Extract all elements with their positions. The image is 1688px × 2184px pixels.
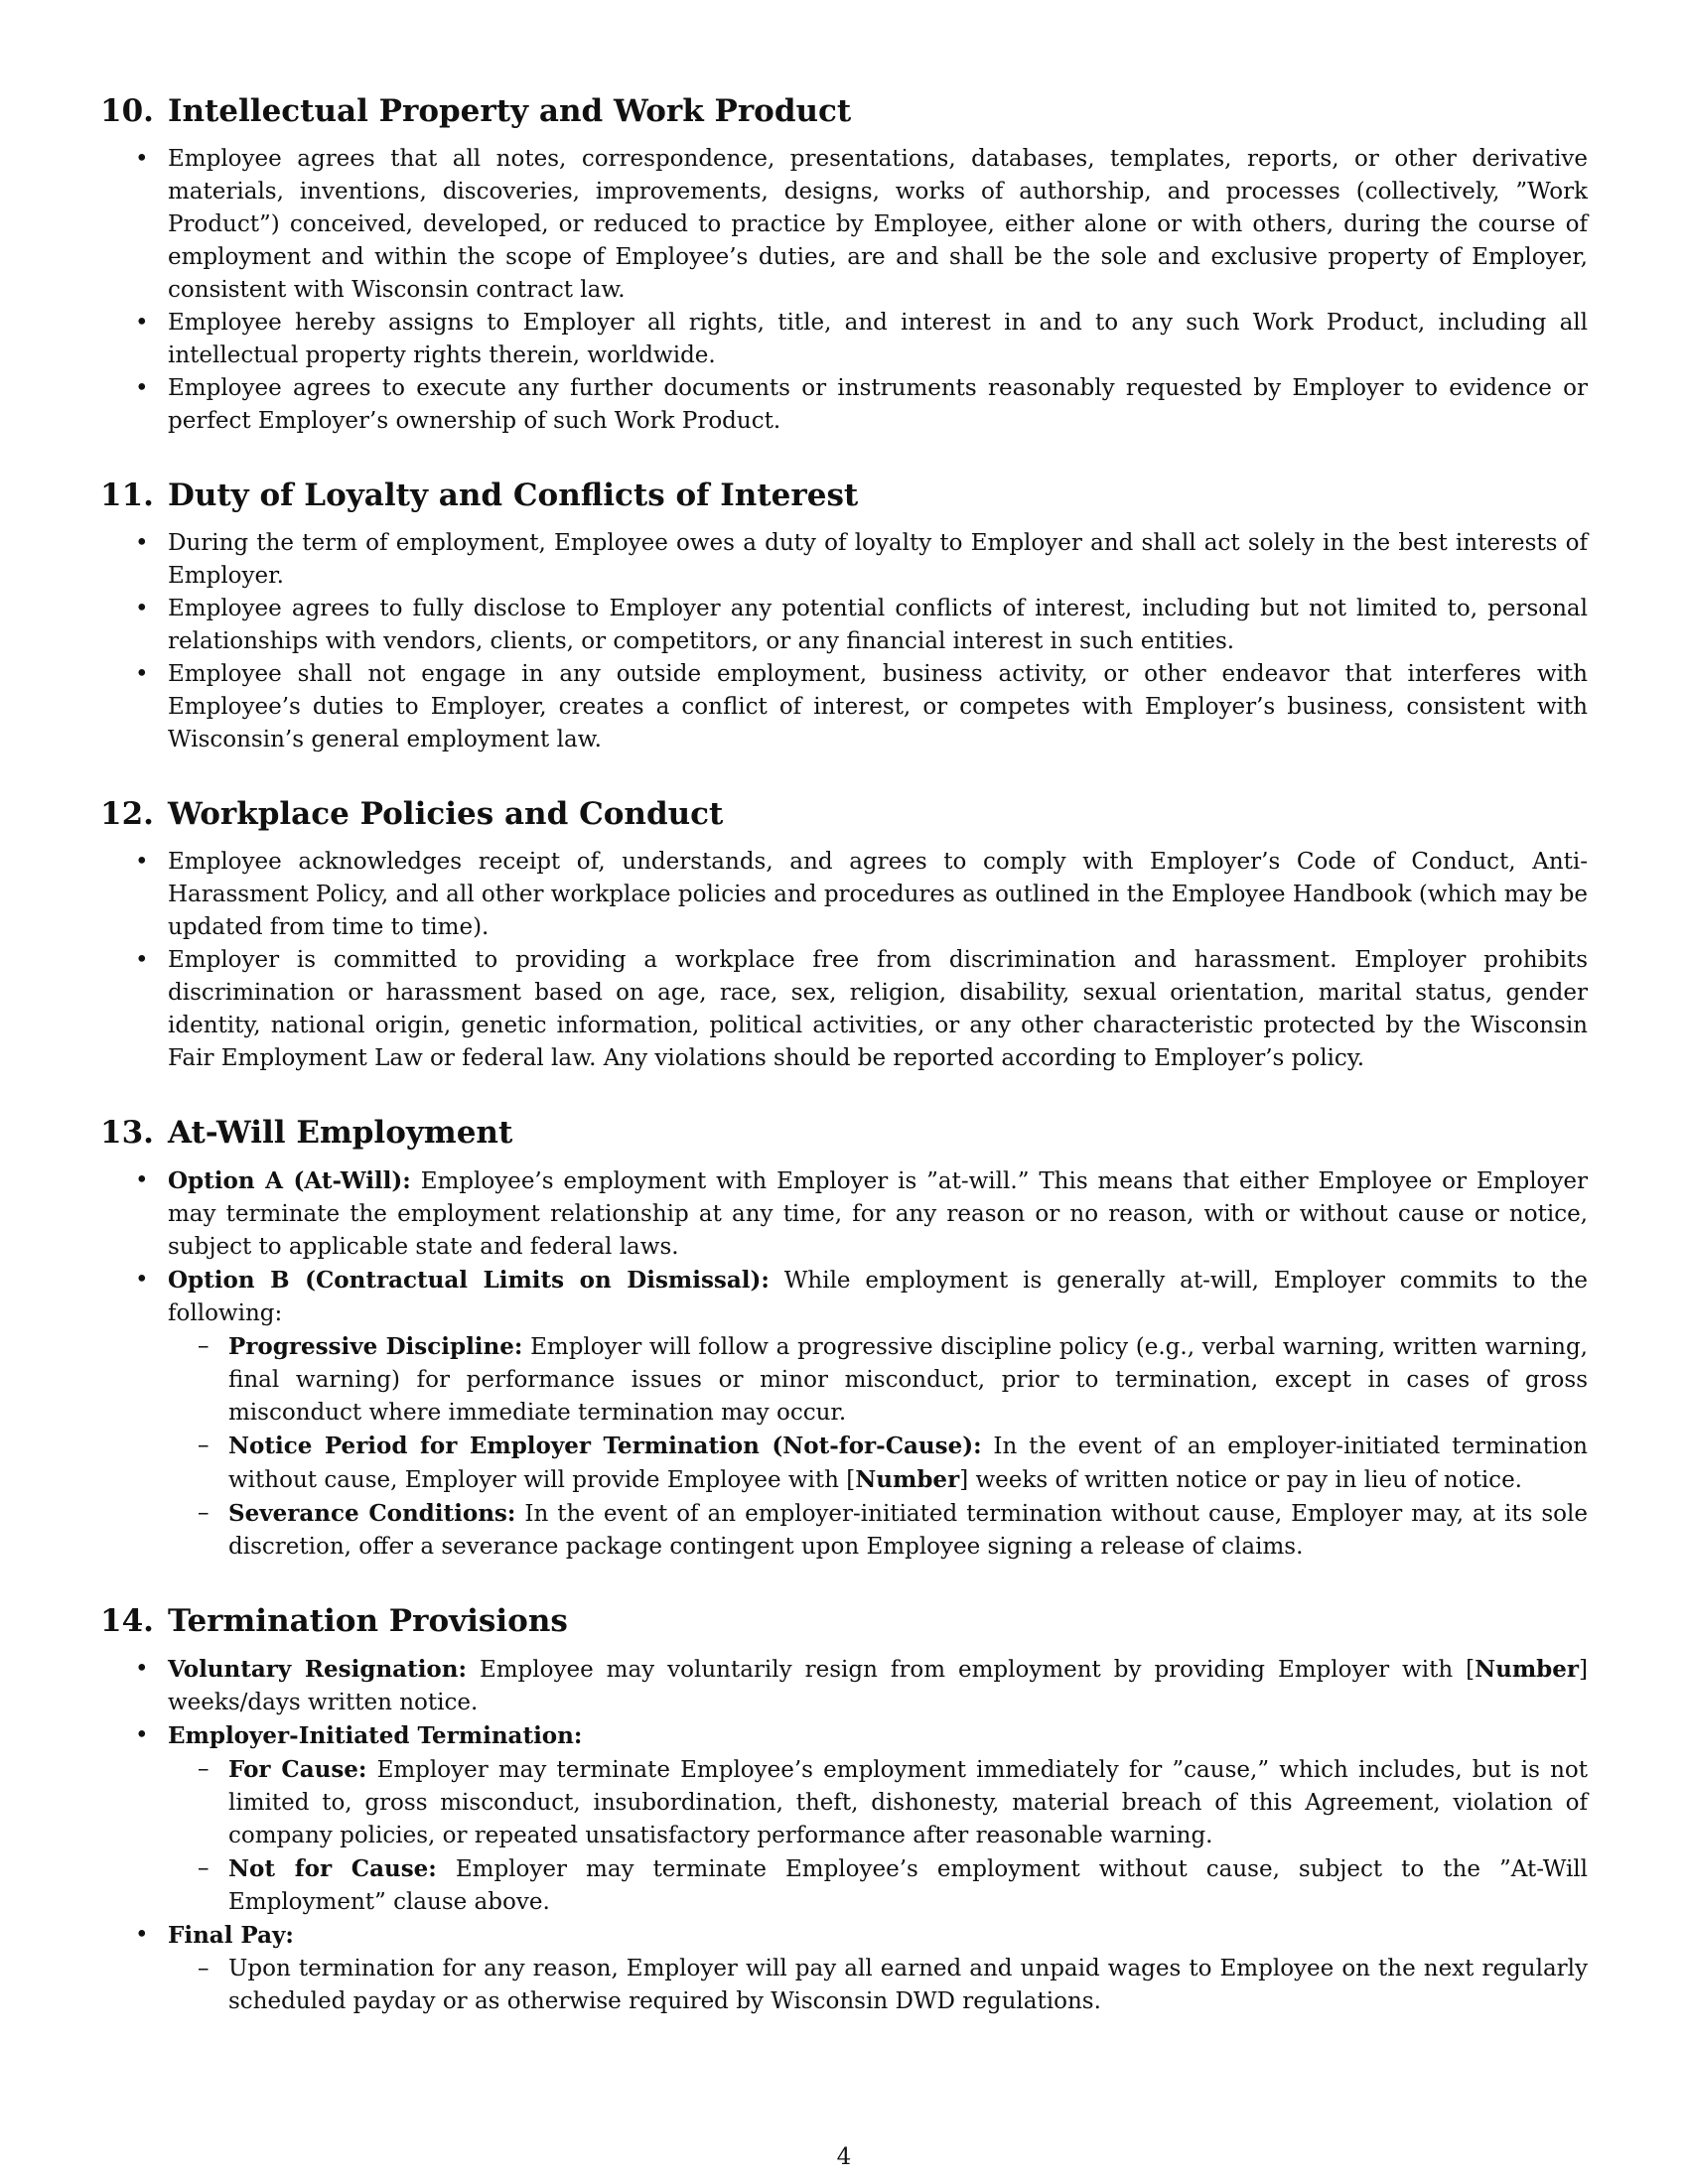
sub-list-item (168, 1330, 1588, 1430)
list-item (100, 846, 1588, 944)
list-item (100, 1719, 1588, 1919)
item-text: Employee shall not engage in any outside employment, business activity, or other endeavor that interferes with Employee’s duties to Employer, creates a conflict of interest, or competes with Employer’s business, consistent with Wisconsin’s general employment law. (168, 661, 1588, 752)
bullet-icon: • (135, 661, 149, 687)
dash-bullet-icon: – (198, 1756, 210, 1782)
section-13 (100, 1113, 1588, 1564)
sub-item-text: In the event of an employer-initiated termination without cause, Employer may, at its sole discretion, offer a severance package contingent upon Employee signing a release of claims. (228, 1501, 1589, 1560)
section-heading (100, 794, 1588, 834)
dash-bullet-icon: – (198, 1433, 210, 1458)
section-title: Intellectual Property and Work Product (167, 93, 852, 129)
bullet-icon: • (135, 1922, 149, 1948)
item-lead: Option A (At-Will): (168, 1167, 411, 1194)
item-text: Employer is committed to providing a workplace free from discrimination and harassment. Employer prohibits discrimination or harassment based on age, race, sex, religion, disability, sexual orientation, marital status, gender identity, national origin, genetic information, political activities, or any other characteristic protected by the Wisconsin Fair Employment Law or federal law. Any violations should be reported according to Employer’s policy. (168, 947, 1588, 1071)
bullet-icon: • (135, 849, 149, 875)
bullet-icon: • (135, 1267, 149, 1293)
page-number: 4 (836, 2144, 852, 2170)
item-text: Employee may voluntarily resign from employment by providing Employer with [Number] weeks/days written notice. (168, 1656, 1588, 1715)
section-title: At-Will Employment (167, 1115, 513, 1151)
section-10 (100, 91, 1588, 438)
dash-bullet-icon: – (198, 1333, 210, 1359)
sub-item-text: Employer may terminate Employee’s employment immediately for ”cause,” which includes, but is not limited to, gross misconduct, insubordination, theft, dishonesty, material breach of this Agreement, violation of company policies, or repeated unsatisfactory performance after reasonable warning. (228, 1757, 1588, 1848)
list-item (100, 307, 1588, 372)
sub-item-lead: Progressive Discipline: (228, 1333, 523, 1360)
sub-list-item (168, 1430, 1588, 1497)
sub-list (168, 1330, 1588, 1564)
sub-item-lead: Severance Conditions: (228, 1500, 516, 1527)
item-text: While employment is generally at-will, Employer commits to the following: (168, 1268, 1589, 1326)
document-body (100, 91, 1588, 2056)
sub-item-text: Employer will follow a progressive discipline policy (e.g., verbal warning, written warning, final warning) for performance issues or minor misconduct, prior to termination, except in cases of gross misconduct where immediate termination may occur. (228, 1334, 1588, 1426)
section-heading (100, 476, 1588, 515)
dash-bullet-icon: – (198, 1855, 210, 1881)
list-item (100, 1653, 1588, 1719)
sub-list-item (168, 1753, 1588, 1852)
section-heading (100, 91, 1588, 131)
bullet-list (100, 1164, 1588, 1564)
bullet-icon: • (135, 310, 149, 336)
list-item (100, 143, 1588, 307)
bullet-icon: • (135, 530, 149, 556)
bullet-icon: • (135, 1722, 149, 1748)
list-item (100, 944, 1588, 1075)
section-title: Workplace Policies and Conduct (167, 796, 724, 832)
list-item (100, 658, 1588, 756)
section-title: Duty of Loyalty and Conflicts of Interest (167, 478, 859, 513)
list-item (100, 1919, 1588, 2018)
sub-item-text: Upon termination for any reason, Employer will pay all earned and unpaid wages to Employee on the next regularly scheduled payday or as otherwise required by Wisconsin DWD regulations. (228, 1956, 1588, 2014)
item-text: Employee agrees to fully disclose to Employer any potential conflicts of interest, including but not limited to, personal relationships with vendors, clients, or competitors, or any financial interest in such entities. (168, 596, 1588, 654)
item-text: Employee agrees to execute any further documents or instruments reasonably requested by Employer to evidence or perfect Employer’s ownership of such Work Product. (168, 375, 1588, 434)
list-item (100, 1164, 1588, 1264)
bullet-icon: • (135, 947, 149, 973)
section-number: 11. (100, 478, 154, 513)
section-12 (100, 794, 1588, 1075)
sub-list (168, 1953, 1588, 2018)
item-lead: Employer-Initiated Termination: (168, 1722, 583, 1749)
section-heading (100, 1113, 1588, 1153)
item-lead: Option B (Contractual Limits on Dismissal): (168, 1267, 770, 1294)
bullet-icon: • (135, 375, 149, 401)
sub-item-lead: For Cause: (228, 1756, 367, 1783)
item-lead: Voluntary Resignation: (168, 1656, 467, 1683)
dash-bullet-icon: – (198, 1500, 210, 1526)
list-item (100, 1264, 1588, 1564)
section-14 (100, 1601, 1588, 2018)
bullet-icon: • (135, 146, 149, 172)
bullet-icon: • (135, 1656, 149, 1682)
item-lead: Final Pay: (168, 1922, 294, 1949)
section-heading (100, 1601, 1588, 1641)
item-text: Employee’s employment with Employer is ”at-will.” This means that either Employee or Employer may terminate the employment relationship at any time, for any reason or no reason, with or without cause or notice, subject to applicable state and federal laws. (168, 1168, 1589, 1260)
bullet-list (100, 143, 1588, 438)
sub-list (168, 1753, 1588, 1919)
item-text: During the term of employment, Employee owes a duty of loyalty to Employer and shall act solely in the best interests of Employer. (168, 530, 1588, 589)
sub-list-item (168, 1953, 1588, 2018)
bullet-icon: • (135, 1167, 149, 1193)
bullet-list (100, 527, 1588, 756)
sub-item-lead: Not for Cause: (228, 1855, 437, 1882)
section-number: 14. (100, 1603, 154, 1639)
sub-item-text: In the event of an employer-initiated termination without cause, Employer will provide Employee with [Number] weeks of written notice or pay in lieu of notice. (228, 1433, 1588, 1493)
item-text: Employee hereby assigns to Employer all rights, title, and interest in and to any such Work Product, including all intellectual property rights therein, worldwide. (168, 310, 1588, 368)
section-11 (100, 476, 1588, 756)
sub-item-text: Employer may terminate Employee’s employment without cause, subject to the ”At-Will Employment” clause above. (228, 1856, 1589, 1915)
list-item (100, 372, 1588, 438)
section-title: Termination Provisions (167, 1603, 568, 1639)
sub-item-lead: Notice Period for Employer Termination (Not-for-Cause): (228, 1433, 982, 1459)
dash-bullet-icon: – (198, 1956, 210, 1981)
sub-list-item (168, 1852, 1588, 1919)
section-number: 13. (100, 1115, 154, 1151)
bullet-icon: • (135, 596, 149, 621)
item-text: Employee acknowledges receipt of, understands, and agrees to comply with Employer’s Code of Conduct, Anti-Harassment Policy, and all other workplace policies and procedures as outlined in the Employee Handbook (which may be updated from time to time). (168, 849, 1588, 940)
list-item (100, 593, 1588, 658)
item-text: Employee agrees that all notes, correspondence, presentations, databases, templates, reports, or other derivative materials, inventions, discoveries, improvements, designs, works of authorship, and processes (collectively, ”Work Product”) conceived, developed, or reduced to practice by Employee, either alone or with others, during the course of employment and within the scope of Employee’s duties, are and shall be the sole and exclusive property of Employer, consistent with Wisconsin contract law. (168, 146, 1588, 303)
section-number: 10. (100, 93, 154, 129)
bullet-list (100, 1653, 1588, 2018)
bullet-list (100, 846, 1588, 1075)
list-item (100, 527, 1588, 593)
section-number: 12. (100, 796, 154, 832)
sub-list-item (168, 1497, 1588, 1564)
